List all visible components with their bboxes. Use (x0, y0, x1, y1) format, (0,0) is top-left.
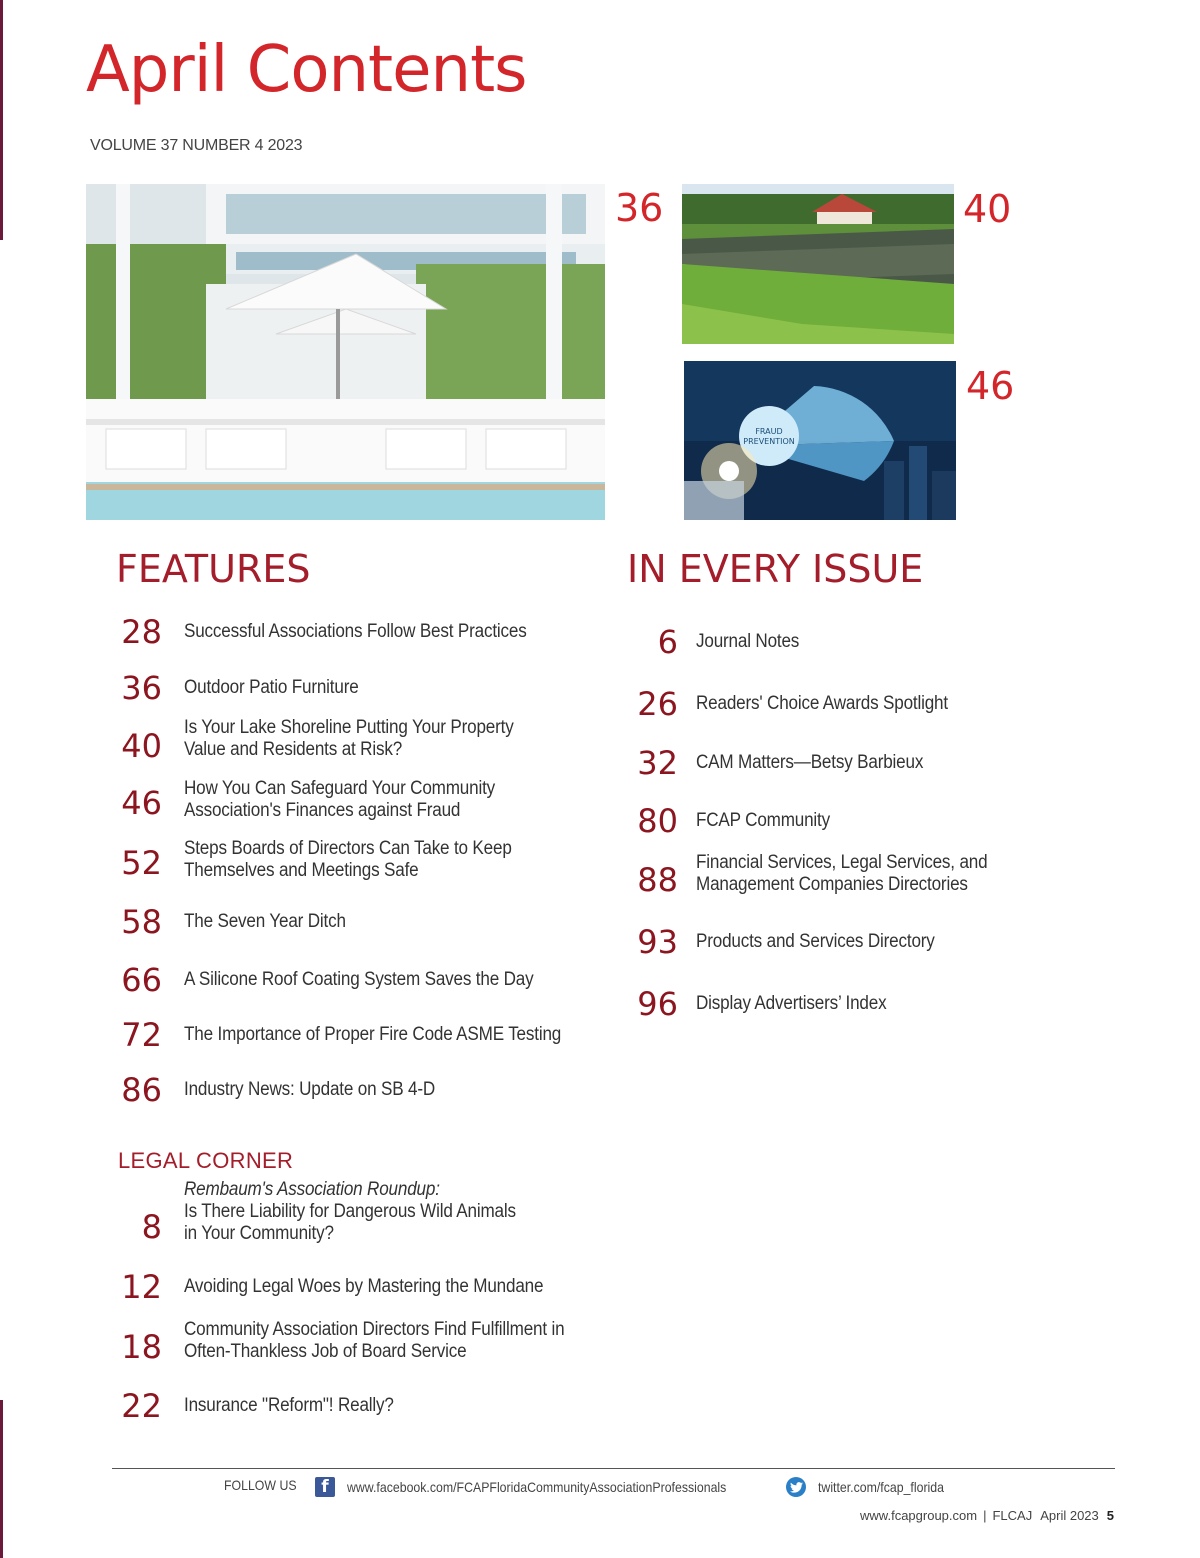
svg-text:PREVENTION: PREVENTION (743, 437, 795, 446)
toc-page-number: 93 (637, 923, 678, 961)
toc-entry[interactable] (110, 1265, 583, 1309)
toc-entry[interactable] (110, 1013, 603, 1057)
toc-title-line: Is Your Lake Shoreline Putting Your Property (184, 717, 514, 738)
toc-entry[interactable] (110, 776, 530, 824)
toc-title-line: in Your Community? (184, 1223, 334, 1244)
toc-entry[interactable] (110, 610, 565, 654)
toc-entry[interactable] (110, 666, 378, 710)
fraud-prevention-photo (684, 361, 956, 520)
toc-title-line: Industry News: Update on SB 4-D (184, 1079, 436, 1100)
site-url[interactable]: www.fcapgroup.com (860, 1508, 978, 1523)
toc-page-number: 66 (121, 961, 162, 999)
toc-title-line: Is There Liability for Dangerous Wild Animals (184, 1201, 516, 1222)
toc-entry[interactable] (110, 836, 548, 884)
toc-page-number: 88 (637, 861, 678, 899)
toc-title-line: How You Can Safeguard Your Community (184, 778, 496, 799)
toc-page-number: 52 (121, 844, 162, 882)
toc-title-line: Successful Associations Follow Best Practices (184, 621, 527, 642)
toc-title-line: Outdoor Patio Furniture (184, 677, 359, 698)
toc-title-line: Journal Notes (696, 631, 800, 652)
toc-title-line: Community Association Directors Find Fulfillment in (184, 1319, 565, 1340)
lake-shoreline-photo (682, 184, 954, 344)
toc-entry[interactable] (110, 1384, 417, 1428)
page-footer (860, 1508, 1114, 1523)
toc-entry[interactable] (620, 850, 1020, 898)
pool-patio-photo (86, 184, 605, 520)
facebook-url: www.facebook.com/FCAPFloridaCommunityAssociationProfessionals (347, 1479, 727, 1495)
toc-title-line: A Silicone Roof Coating System Saves the Day (184, 969, 534, 990)
toc-entry[interactable] (110, 715, 550, 763)
toc-title-line: CAM Matters—Betsy Barbieux (696, 752, 924, 773)
page-number: 5 (1106, 1508, 1114, 1523)
toc-title-line: Value and Residents at Risk? (184, 739, 403, 760)
toc-title-line: Financial Services, Legal Services, and (696, 852, 988, 873)
toc-title-line: The Importance of Proper Fire Code ASME Testing (184, 1024, 562, 1045)
toc-entry[interactable] (620, 741, 948, 785)
toc-page-number: 96 (637, 985, 678, 1023)
toc-page-number: 72 (121, 1016, 162, 1054)
every-issue-heading: IN EVERY ISSUE (627, 547, 924, 591)
toc-title-line: FCAP Community (696, 810, 831, 831)
facebook-link[interactable] (315, 1477, 778, 1497)
toc-entry[interactable] (620, 620, 811, 664)
toc-title-line: Readers' Choice Awards Spotlight (696, 693, 948, 714)
photo-page-number: 46 (966, 364, 1015, 408)
toc-title-line: Display Advertisers’ Index (696, 993, 887, 1014)
toc-page-number: 36 (121, 669, 162, 707)
footer-separator: | (983, 1508, 987, 1523)
page-title: April Contents (86, 33, 527, 107)
toc-entry[interactable] (110, 958, 572, 1002)
toc-title-line: Steps Boards of Directors Can Take to Keep (184, 838, 512, 859)
twitter-icon (786, 1477, 806, 1497)
toc-title-line: Products and Services Directory (696, 931, 935, 952)
toc-page-number: 40 (121, 727, 162, 765)
photo-page-number: 36 (615, 186, 664, 230)
edge-accent-bar (0, 1400, 3, 1558)
toc-title-line: Association's Finances against Fraud (184, 800, 461, 821)
legal-corner-heading: LEGAL CORNER (118, 1148, 294, 1173)
toc-entry[interactable] (110, 1178, 553, 1246)
features-heading: FEATURES (116, 547, 311, 591)
toc-entry[interactable] (620, 799, 845, 843)
toc-entry[interactable] (110, 900, 364, 944)
publication-name: FLCAJ (992, 1508, 1033, 1523)
toc-entry[interactable] (110, 1317, 607, 1365)
toc-title-line: Themselves and Meetings Safe (184, 860, 419, 881)
edge-accent-bar (0, 0, 3, 240)
toc-entry[interactable] (620, 682, 976, 726)
toc-page-number: 58 (121, 903, 162, 941)
toc-title-line: Insurance "Reform"! Really? (184, 1395, 394, 1416)
toc-page-number: 32 (637, 744, 678, 782)
toc-title-line: Management Companies Directories (696, 874, 968, 895)
toc-page-number: 80 (637, 802, 678, 840)
toc-entry[interactable] (110, 1068, 463, 1112)
issue-date: April 2023 (1040, 1508, 1099, 1523)
toc-entry[interactable] (620, 920, 961, 964)
photo-page-number: 40 (963, 187, 1012, 231)
toc-page-number: 8 (141, 1208, 162, 1246)
toc-page-number: 18 (121, 1328, 162, 1366)
toc-page-number: 86 (121, 1071, 162, 1109)
toc-page-number: 6 (657, 623, 678, 661)
facebook-icon: f (315, 1477, 335, 1497)
toc-title-line: Often-Thankless Job of Board Service (184, 1341, 467, 1362)
toc-title-line: The Seven Year Ditch (184, 911, 346, 932)
toc-entry[interactable] (620, 982, 908, 1026)
toc-kicker: Rembaum's Association Roundup: (184, 1179, 440, 1200)
twitter-link[interactable] (786, 1477, 961, 1497)
toc-page-number: 26 (637, 685, 678, 723)
volume-info: VOLUME 37 NUMBER 4 2023 (90, 137, 303, 154)
follow-us-label: FOLLOW US (224, 1477, 297, 1493)
footer-divider (112, 1468, 1115, 1469)
toc-page-number: 28 (121, 613, 162, 651)
toc-title-line: Avoiding Legal Woes by Mastering the Mundane (184, 1276, 544, 1297)
toc-page-number: 46 (121, 784, 162, 822)
svg-text:FRAUD: FRAUD (755, 427, 783, 436)
twitter-url: twitter.com/fcap_florida (818, 1479, 944, 1495)
toc-page-number: 12 (121, 1268, 162, 1306)
toc-page-number: 22 (121, 1387, 162, 1425)
